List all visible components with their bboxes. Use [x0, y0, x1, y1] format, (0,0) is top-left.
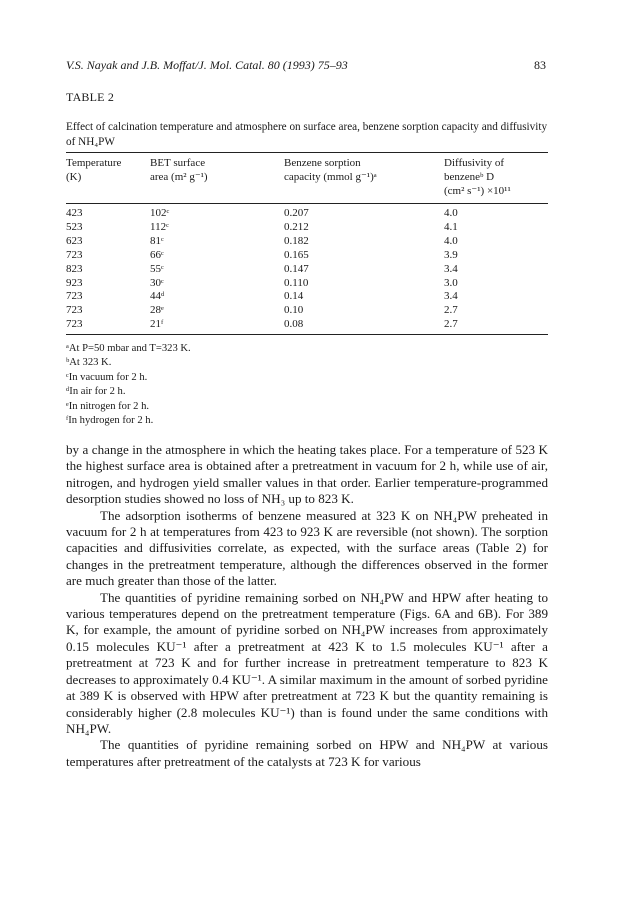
cell-temperature: 723	[66, 290, 83, 303]
table-label: TABLE 2	[66, 90, 115, 104]
table-top-rule	[66, 152, 548, 153]
cell-bet-area: 112ᶜ	[150, 220, 169, 233]
header-benzene-sorption: Benzene sorption capacity (mmol g⁻¹)ᵃ	[284, 157, 377, 183]
cell-sorption: 0.182	[284, 234, 309, 247]
footnote: ᶜIn vacuum for 2 h.	[66, 371, 148, 383]
table-bottom-rule	[66, 334, 548, 335]
header-diffusivity: Diffusivity of benzeneᵇ D (cm² s⁻¹) ×10¹¹	[444, 157, 511, 197]
footnote: ᵈIn air for 2 h.	[66, 386, 126, 398]
table-row	[66, 221, 548, 235]
cell-sorption: 0.212	[284, 220, 309, 233]
cell-sorption: 0.08	[284, 318, 304, 331]
footnote: ᵇAt 323 K.	[66, 357, 112, 369]
running-head	[66, 58, 546, 73]
cell-bet-area: 30ᶜ	[150, 276, 164, 289]
cell-temperature: 723	[66, 318, 83, 331]
cell-diffusivity: 3.9	[444, 248, 458, 261]
table-header	[66, 157, 548, 199]
cell-diffusivity: 4.0	[444, 207, 458, 219]
running-head-authors: V.S. Nayak and J.B. Moffat/J. Mol. Catal. 80 (1993) 75–93	[66, 58, 348, 72]
cell-sorption: 0.165	[284, 248, 309, 261]
cell-temperature: 623	[66, 234, 83, 247]
cell-temperature: 723	[66, 304, 83, 317]
cell-temperature: 823	[66, 262, 83, 275]
cell-temperature: 423	[66, 207, 83, 219]
table-row	[66, 277, 548, 291]
footnote: ᵃAt P=50 mbar and T=323 K.	[66, 343, 191, 354]
cell-diffusivity: 3.4	[444, 290, 458, 303]
cell-temperature: 723	[66, 248, 83, 261]
cell-diffusivity: 2.7	[444, 318, 458, 331]
cell-bet-area: 81ᶜ	[150, 234, 164, 247]
body-text	[66, 442, 548, 770]
table-footnotes	[66, 342, 191, 428]
cell-sorption: 0.147	[284, 262, 309, 275]
cell-bet-area: 102ᶜ	[150, 207, 170, 219]
footnote: ᵉIn nitrogen for 2 h.	[66, 400, 150, 412]
cell-sorption: 0.110	[284, 276, 309, 289]
cell-sorption: 0.10	[284, 304, 304, 317]
cell-bet-area: 28ᵉ	[150, 304, 164, 317]
footnote: ᶠIn hydrogen for 2 h.	[66, 415, 154, 427]
table-row	[66, 290, 548, 304]
header-bet: BET surface area (m² g⁻¹)	[150, 157, 208, 183]
cell-bet-area: 55ᶜ	[150, 262, 164, 275]
cell-diffusivity: 3.4	[444, 262, 458, 275]
table-row	[66, 304, 548, 318]
cell-bet-area: 66ᶜ	[150, 248, 164, 261]
table-body	[66, 207, 548, 332]
table-header-rule	[66, 203, 548, 204]
cell-bet-area: 21ᶠ	[150, 318, 164, 331]
header-temperature: Temperature (K)	[66, 157, 122, 183]
cell-diffusivity: 4.0	[444, 234, 458, 247]
cell-temperature: 923	[66, 276, 83, 289]
table-row	[66, 207, 548, 221]
paragraph: by a change in the atmosphere in which the heating takes place. For a temperature of 523 K the highest surface area is obtained after a pretreatment in vacuum for 2 h, while use of air, nitrogen, and hydrogen yield smaller values in that order. Earlier temperature-programmed desorption studies showed no loss of NH₃ up to 823 K.	[66, 442, 548, 507]
table-row	[66, 318, 548, 332]
paragraph: The quantities of pyridine remaining sorbed on HPW and NH₄PW at various temperatures after pretreatment of the catalysts at 723 K for various	[66, 737, 548, 769]
table-caption: Effect of calcination temperature and atmosphere on surface area, benzene sorption capacity and diffusivity of NH₄PW	[66, 121, 548, 148]
cell-sorption: 0.207	[284, 207, 309, 219]
page-number: 83	[534, 58, 546, 72]
table-row	[66, 249, 548, 263]
table-row	[66, 235, 548, 249]
cell-diffusivity: 3.0	[444, 276, 458, 289]
table-row	[66, 263, 548, 277]
cell-sorption: 0.14	[284, 290, 304, 303]
cell-diffusivity: 4.1	[444, 220, 458, 233]
cell-diffusivity: 2.7	[444, 304, 458, 317]
paragraph: The quantities of pyridine remaining sorbed on NH₄PW and HPW after heating to various temperatures depend on the pretreatment temperature (Figs. 6A and 6B). For 389 K, for example, the amount of pyridine sorbed on NH₄PW increases from approximately 0.15 molecules KU⁻¹ after a pretreatment at 423 K to 1.5 molecules KU⁻¹ after a pretreatment at 723 K and for further increase in pretreatment temperature to 823 K decreases to approximately 0.4 KU⁻¹. A similar maximum in the amount of sorbed pyridine at 389 K is observed with HPW after pretreatment at 723 K but the quantity remaining is considerably higher (2.8 molecules KU⁻¹) than is found under the same conditions with NH₄PW.	[66, 589, 548, 736]
paragraph: The adsorption isotherms of benzene measured at 323 K on NH₄PW preheated in vacuum for 2 h at temperatures from 423 to 923 K are reversible (not shown). The sorption capacities and diffusivities correlate, as expected, with the surface areas (Table 2) for changes in the pretreatment temperature, although the differences observed in the former are much greater than those of the latter.	[66, 507, 548, 589]
cell-temperature: 523	[66, 220, 83, 233]
cell-bet-area: 44ᵈ	[150, 290, 165, 303]
